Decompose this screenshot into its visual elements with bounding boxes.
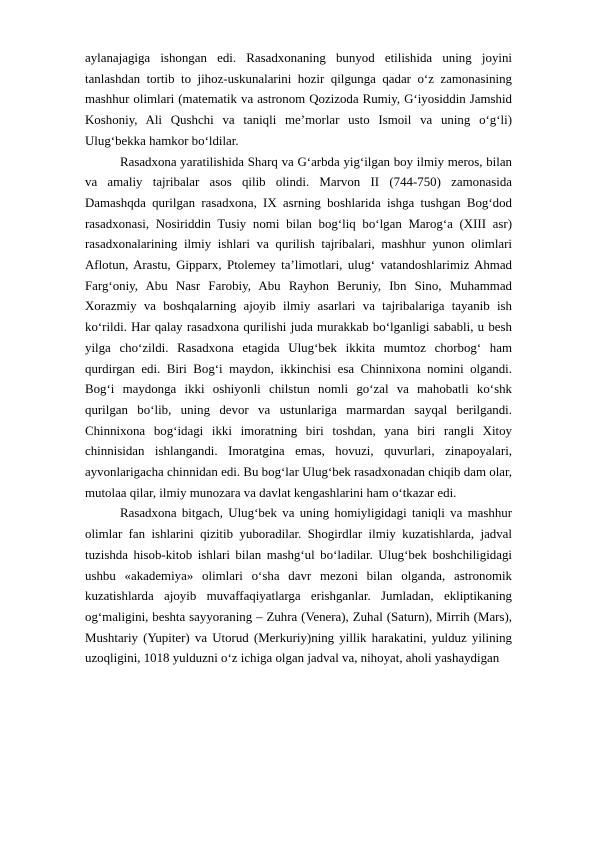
paragraph-3: Rasadxona bitgach, Ulug‘bek va uning homiyligidagi taniqli va mashhur olimlar fan ishlarini qizitib yuboradilar. Shogirdlar ilmiy kuzatishlarda, jadval tuzishda hisob-kitob ishlari bilan mashg‘ul bo‘ladilar. Ulug‘bek boshchiligidagi ushbu «akademiya» olimlari o‘sha davr mezoni bilan olganda, astronomik kuzatishlarda ajoyib muvaffaqiyatlarga erishganlar. Jumladan, ekliptikaning og‘maligini, beshta sayyoraning – Zuhra (Venera), Zuhal (Saturn), Mirrih (Mars), Mushtariy (Yupiter) va Utorud (Merkuriy)ning yillik harakatini, yulduz yilining uzoqligini, 1018 yulduzni o‘z ichiga olgan jadval va, nihoyat, aholi yashaydigan <box>85 506 512 666</box>
paragraph-2: Rasadxona yaratilishida Sharq va G‘arbda yig‘ilgan boy ilmiy meros, bilan va amaliy tajribalar asos qilib olindi. Marvon II (744-750) zamonasida Damashqda qurilgan rasadxona, IX asrning boshlarida ishga tushgan Bog‘dod rasadxonasi, Nosiriddin Tusiy nomi bilan bog‘liq bo‘lgan Marog‘a (XIII asr) rasadxonalarining ilmiy ishlari va qurilish tajribalari, mashhur yunon olimlari Aflotun, Arastu, Gipparx, Ptolemey ta’limotlari, ulug‘ vatandoshlarimiz Ahmad Farg‘oniy, Abu Nasr Farobiy, Abu Rayhon Beruniy, Ibn Sino, Muhammad Xorazmiy va boshqalarning ajoyib ilmiy asarlari va tajribalariga tayanib ish ko‘rildi. Har qalay rasadxona qurilishi juda murakkab bo‘lganligi sababli, u besh yilga cho‘zildi. Rasadxona etagida Ulug‘bek ikkita mumtoz chorbog‘ ham qurdirgan edi. Biri Bog‘i maydon, ikkinchisi esa Chinnixona nomini olgandi. Bog‘i maydonga ikki oshiyonli chilstun nomli go‘zal va mahobatli ko‘shk qurilgan bo‘lib, uning devor va ustunlariga marmardan sayqal berilgandi. Chinnixona bog‘idagi ikki imoratning biri toshdan, yana biri rangli Xitoy chinnisidan ishlangandi. Imoratgina emas, hovuzi, quvurlari, zinapoyalari, ayvonlarigacha chinnidan edi. Bu bog‘lar Ulug‘bek rasadxonadan chiqib dam olar, mutolaa qilar, ilmiy munozara va davlat kengashlarini ham o‘tkazar edi. <box>85 154 512 500</box>
body-text <box>85 48 512 669</box>
paragraph-1: aylanajagiga ishongan edi. Rasadxonaning bunyod etilishida uning joyini tanlashdan tortib to jihoz-uskunalarini hozir qilgunga qadar o‘z zamonasining mashhur olimlari (matematik va astronom Qozizoda Rumiy, G‘iyosiddin Jamshid Koshoniy, Ali Qushchi va taniqli me’morlar usto Ismoil va uning o‘g‘li) Ulug‘bekka hamkor bo‘ldilar. <box>85 51 512 148</box>
